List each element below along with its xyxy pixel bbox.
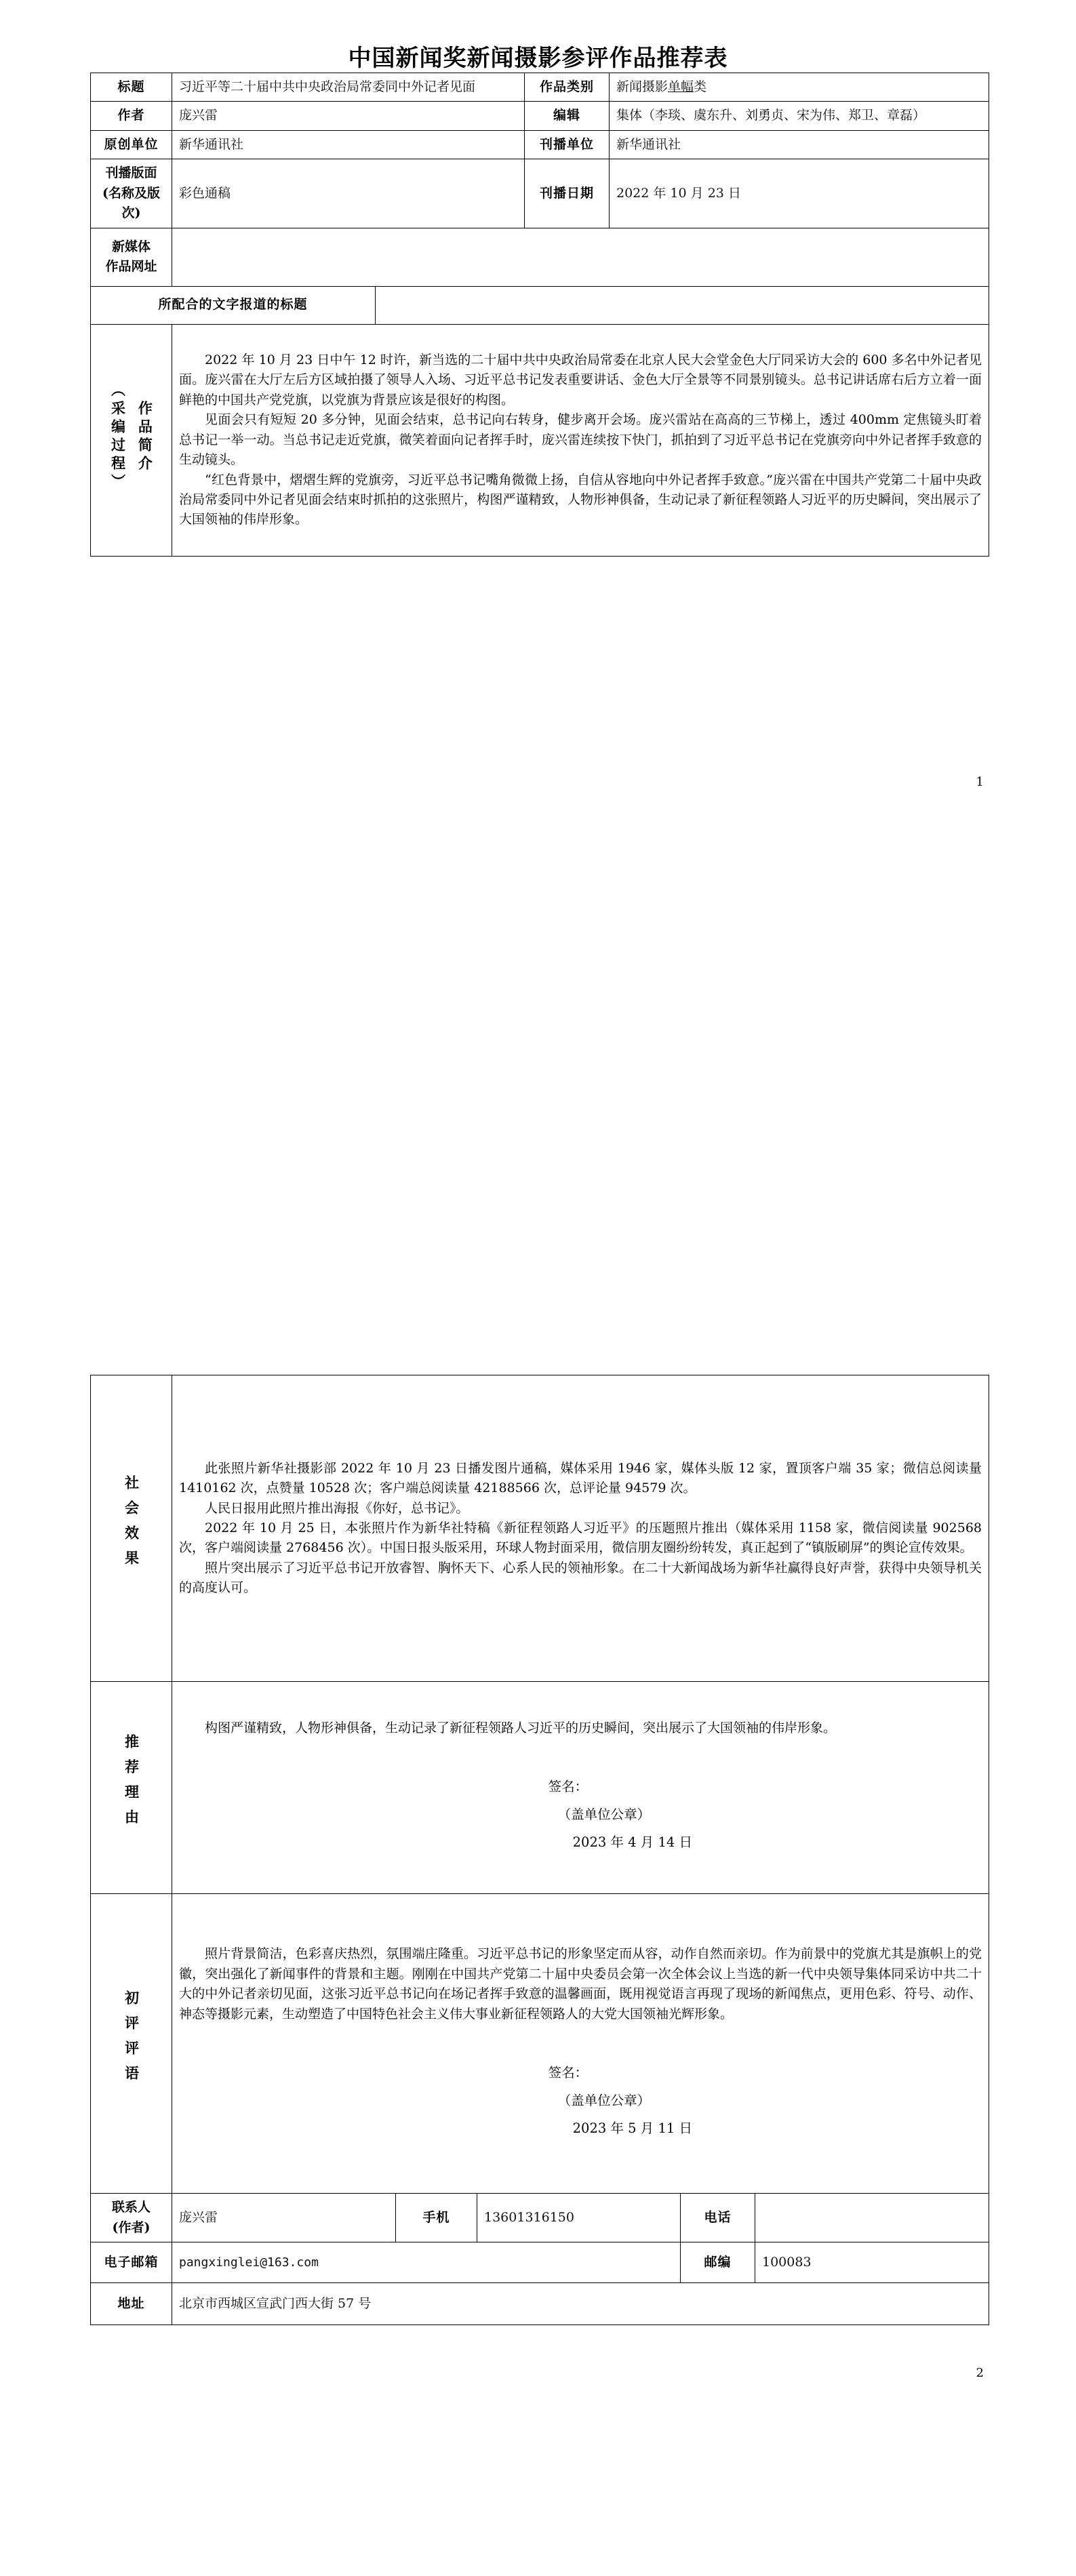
- table-row-recommend-reason: [91, 1682, 989, 1893]
- contact-person-label-line1: 联系人: [111, 2200, 151, 2215]
- recommend-reason-vertical-label-text: 推荐理由: [123, 1734, 140, 1835]
- initial-review-body: [172, 1893, 989, 2193]
- recommend-reason-body: [172, 1682, 989, 1893]
- social-effect-paragraph-1: 此张照片新华社摄影部 2022 年 10 月 23 日播发图片通稿，媒体采用 1946 家，媒体头版 12 家，置顶客户端 35 家；微信总阅读量 1410162 次，点赞量 10528 次；客户端总阅读量 42188566 次，总评论量 94579 次。: [179, 1460, 982, 1496]
- category-suffix: 类: [694, 79, 707, 94]
- recommend-reason-vertical-label: [91, 1682, 172, 1893]
- page-number-1: 1: [976, 775, 984, 790]
- table-row-social-effect: [91, 1375, 989, 1682]
- social-effect-body: [172, 1375, 989, 1682]
- address-value: 北京市西城区宣武门西大街 57 号: [172, 2283, 989, 2325]
- contact-person-label-line2: (作者): [112, 2219, 151, 2235]
- page-2: [0, 1288, 1076, 2576]
- category-prefix: 新闻摄影: [616, 79, 669, 94]
- author-label: 作者: [91, 102, 172, 130]
- process-body: [172, 324, 989, 556]
- page1-bottom-space: [0, 557, 1076, 760]
- postcode-label: 邮编: [681, 2242, 755, 2283]
- initial-review-date: 2023 年 5 月 11 日: [572, 2120, 692, 2136]
- newmedia-label-line1: 新媒体: [111, 239, 151, 254]
- email-label: 电子邮箱: [91, 2242, 172, 2283]
- recommendation-form-bottom: [90, 1375, 989, 2325]
- initial-review-paragraph-1: 照片背景简洁，色彩喜庆热烈，氛围端庄隆重。习近平总书记的形象坚定而从容，动作自然而亲切。作为前景中的党旗尤其是旗帜上的党徽，突出强化了新闻事件的背景和主题。刚刚在中国共产党第二十届中央委员会第一次全体会议上当选的新一代中央领导集体同采访中共二十大的中外记者亲切见面，这张习近平总书记向在场记者挥手致意的温馨画面，既用视觉语言再现了现场的新闻焦点，更用色彩、符号、动作、神态等摄影元素，生动塑造了中国特色社会主义伟大事业新征程领路人的大党大国领袖光辉形象。: [179, 1946, 982, 2021]
- postcode-value: 100083: [755, 2242, 989, 2283]
- mobile-label: 手机: [396, 2194, 477, 2242]
- table-row-newmedia: [91, 228, 989, 286]
- editor-label: 编辑: [525, 102, 610, 130]
- layout-label-line2: (名称及版次): [102, 185, 160, 221]
- category-value: [610, 73, 989, 102]
- process-paragraph-3: “红色背景中，熠熠生辉的党旗旁，习近平总书记嘴角微微上扬，自信从容地向中外记者挥手致意。”庞兴雷在中国共产党第二十届中央政治局常委同中外记者见面会结束时抓拍的这张照片，构图严谨精致，人物形神俱备，生动记录了新征程领路人习近平的历史瞬间，突出展示了大国领袖的伟岸形象。: [179, 472, 982, 527]
- social-effect-paragraph-2: 人民日报用此照片推出海报《你好，总书记》。: [205, 1500, 469, 1516]
- publish-date-value: 2022 年 10 月 23 日: [610, 159, 989, 228]
- table-row-contact-person: [91, 2194, 989, 2242]
- initial-review-vertical-label: [91, 1893, 172, 2193]
- email-value: pangxinglei@163.com: [172, 2242, 681, 2283]
- process-vertical-label-col2: （采编过程）: [109, 382, 127, 492]
- process-vertical-label-col1: 作品简介: [136, 400, 154, 474]
- table-row-units: [91, 130, 989, 159]
- category-label: 作品类别: [525, 73, 610, 102]
- social-effect-paragraph-3: 2022 年 10 月 25 日，本张照片作为新华社特稿《新征程领路人习近平》的压题照片推出（媒体采用 1158 家，微信阅读量 902568 次，客户端阅读量 2768456 次）。中国日报头版采用，环球人物封面采用，微信朋友圈纷纷转发，真正起到了“镇版刷屏”的舆论宣传效果。: [179, 1521, 982, 1556]
- initial-review-vertical-label-text: 初评评语: [123, 1990, 140, 2091]
- newmedia-label: [91, 228, 172, 286]
- recommend-reason-signature-block: [179, 1773, 982, 1857]
- process-paragraph-1: 2022 年 10 月 23 日中午 12 时许，新当选的二十届中共中央政治局常委在北京人民大会堂金色大厅同采访大会的 600 多名中外记者见面。庞兴雷在大厅左后方区域拍摄了领导人入场、习近平总书记发表重要讲话、金色大厅全景等不同景别镜头。总书记讲话席右后方立着一面鲜艳的中国共产党党旗，以党旗为背景应该是很好的构图。: [179, 352, 982, 407]
- recommend-reason-paragraph-1: 构图严谨精致，人物形神俱备，生动记录了新征程领路人习近平的历史瞬间，突出展示了大国领袖的伟岸形象。: [205, 1720, 837, 1736]
- recommend-reason-signature-label: 签名：: [548, 1779, 589, 1795]
- table-row-title: [91, 73, 989, 102]
- table-row-process: [91, 324, 989, 556]
- layout-value: 彩色通稿: [172, 159, 525, 228]
- author-value: 庞兴雷: [172, 102, 525, 130]
- table-row-initial-review: [91, 1893, 989, 2193]
- table-row-companion: [91, 286, 989, 324]
- recommend-reason-date: 2023 年 4 月 14 日: [572, 1834, 692, 1851]
- contact-person-label: [91, 2194, 172, 2242]
- category-underlined: 单幅: [668, 79, 694, 94]
- page-number-2: 2: [976, 2366, 984, 2381]
- mobile-value: 13601316150: [477, 2194, 681, 2242]
- table-row-layout: [91, 159, 989, 228]
- table-row-email: [91, 2242, 989, 2283]
- phone-label: 电话: [681, 2194, 755, 2242]
- publish-unit-label: 刊播单位: [525, 130, 610, 159]
- recommendation-form-top: [90, 73, 989, 557]
- social-effect-vertical-label-text: 社会效果: [123, 1475, 140, 1575]
- phone-value: [755, 2194, 989, 2242]
- social-effect-vertical-label: [91, 1375, 172, 1682]
- layout-label-line1: 刊播版面: [105, 165, 157, 181]
- table-row-address: [91, 2283, 989, 2325]
- contact-person-value: 庞兴雷: [172, 2194, 396, 2242]
- initial-review-signature-block: [179, 2059, 982, 2143]
- address-label: 地址: [91, 2283, 172, 2325]
- page2-top-space: [0, 1288, 1076, 1375]
- companion-label: 所配合的文字报道的标题: [91, 286, 376, 324]
- newmedia-label-line2: 作品网址: [105, 259, 157, 275]
- process-vertical-label: [91, 324, 172, 556]
- title-label: 标题: [91, 73, 172, 102]
- recommend-reason-seal-label: （盖单位公章）: [557, 1807, 651, 1823]
- publish-date-label: 刊播日期: [525, 159, 610, 228]
- editor-value: 集体（李琰、虞东升、刘勇贞、宋为伟、郑卫、章磊）: [610, 102, 989, 130]
- title-value: 习近平等二十届中共中央政治局常委同中外记者见面: [172, 73, 525, 102]
- newmedia-value: [172, 228, 989, 286]
- publish-unit-value: 新华通讯社: [610, 130, 989, 159]
- initial-review-seal-label: （盖单位公章）: [557, 2093, 651, 2108]
- table-row-author: [91, 102, 989, 130]
- layout-label: [91, 159, 172, 228]
- initial-review-signature-label: 签名：: [548, 2065, 589, 2081]
- companion-value: [376, 286, 989, 324]
- social-effect-paragraph-4: 照片突出展示了习近平总书记开放睿智、胸怀天下、心系人民的领袖形象。在二十大新闻战场为新华社赢得良好声誉，获得中央领导机关的高度认可。: [179, 1560, 982, 1596]
- page-title: 中国新闻奖新闻摄影参评作品推荐表: [348, 45, 728, 72]
- process-paragraph-2: 见面会只有短短 20 多分钟，见面会结束，总书记向右转身，健步离开会场。庞兴雷站在高高的三节梯上，透过 400mm 定焦镜头盯着总书记一举一动。当总书记走近党旗，微笑着面向记者挥手时，庞兴雷连续按下快门，抓拍到了习近平总书记在党旗旁向中外记者挥手致意的生动镜头。: [179, 412, 982, 468]
- origin-unit-label: 原创单位: [91, 130, 172, 159]
- origin-unit-value: 新华通讯社: [172, 130, 525, 159]
